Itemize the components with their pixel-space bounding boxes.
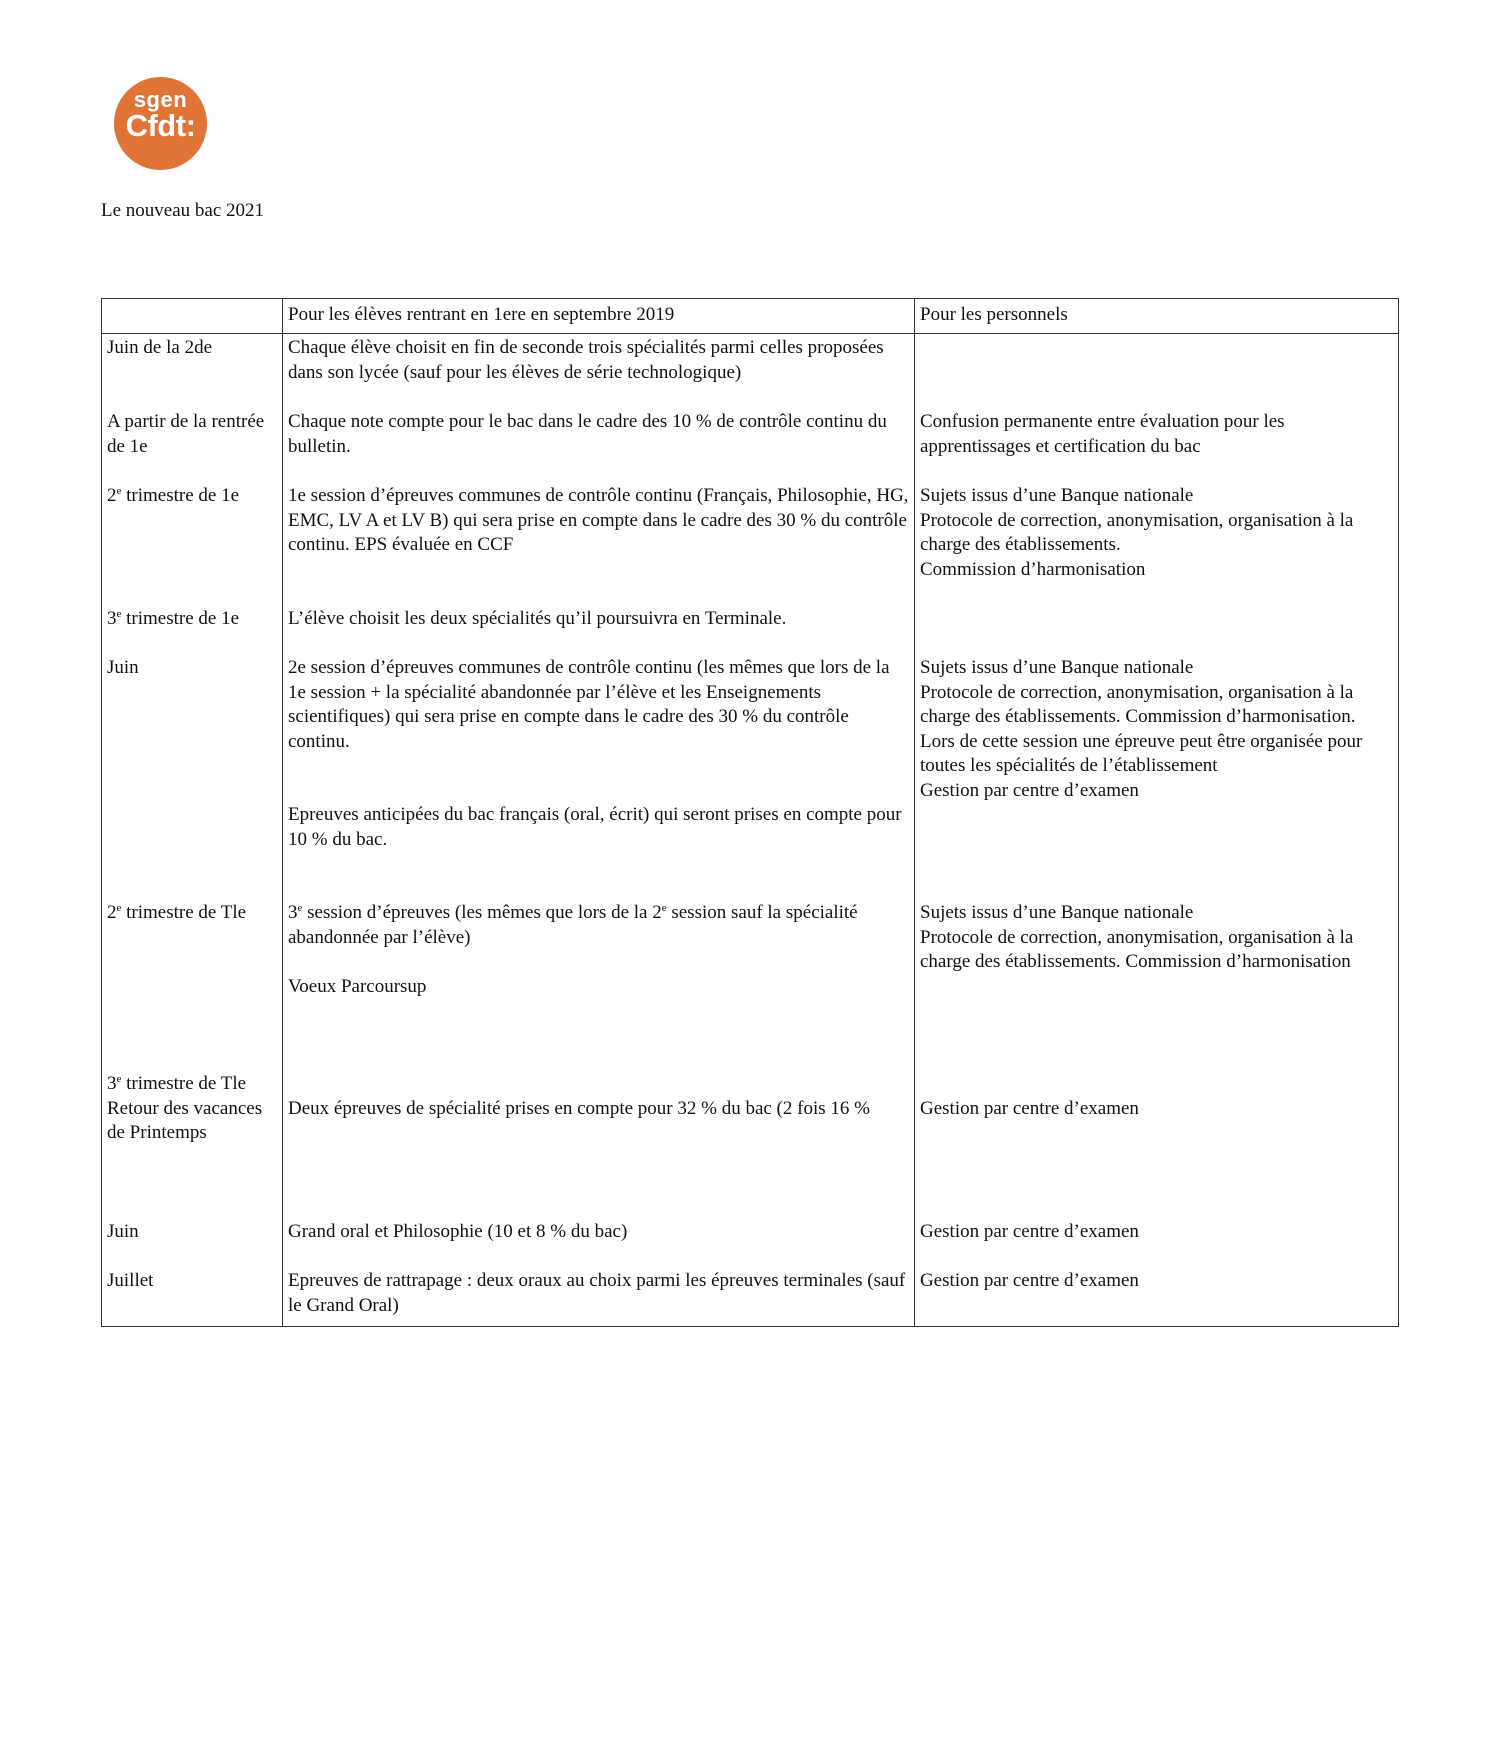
- period-juin-tle: Juin: [107, 1221, 139, 1242]
- period-juillet: Juillet: [107, 1270, 154, 1291]
- period-t2-tle: 2e trimestre de Tle: [107, 902, 247, 923]
- eleves-rentree-1e: Chaque note compte pour le bac dans le cadre des 10 % de contrôle continu du bulletin.: [288, 411, 887, 457]
- personnels-t3-tle: Gestion par centre d’examen: [920, 1098, 1139, 1119]
- eleves-column: [283, 334, 915, 1327]
- logo-line2: Cfdt:: [125, 108, 196, 143]
- eleves-t2-1e: 1e session d’épreuves communes de contrôle continu (Français, Philosophie, HG, EMC, LV A et LV B) qui sera prise en compte dans le cadre des 30 % du contrôle continu. EPS évaluée en CCF: [288, 485, 909, 555]
- personnels-juin-1e: Sujets issus d’une Banque nationale Protocole de correction, anonymisation, organisation à la charge des établissements. Commission d’harmonisation. Lors de cette session une épreuve peut être organisée pour toutes les spécialités de l’établissement Gestion par centre d’examen: [920, 657, 1363, 801]
- period-juin-2de: Juin de la 2de: [107, 337, 213, 358]
- header-cell-period: [102, 299, 283, 334]
- eleves-t2-tle-parcoursup: Voeux Parcoursup: [288, 976, 427, 997]
- header-cell-eleves: Pour les élèves rentrant en 1ere en septembre 2019: [283, 299, 915, 334]
- period-t2-1e: 2e trimestre de 1e: [107, 485, 240, 506]
- period-rentree-1e: A partir de la rentrée de 1e: [107, 411, 265, 457]
- eleves-juin-1e: 2e session d’épreuves communes de contrôle continu (les mêmes que lors de la 1e session + la spécialité abandonnée par l’élève et les Enseignements scientifiques) qui sera prise en compte dans le cadre des 30 % du contrôle continu.: [288, 657, 890, 752]
- table-header-row: [102, 299, 1399, 334]
- eleves-juin-1e-anticipees: Epreuves anticipées du bac français (oral, écrit) qui seront prises en compte pour 10 % du bac.: [288, 804, 902, 850]
- period-juin-1e: Juin: [107, 657, 139, 678]
- personnels-t2-tle: Sujets issus d’une Banque nationale Protocole de correction, anonymisation, organisation à la charge des établissements. Commission d’harmonisation: [920, 902, 1354, 972]
- personnels-juin-tle: Gestion par centre d’examen: [920, 1221, 1139, 1242]
- eleves-t3-1e: L’élève choisit les deux spécialités qu’il poursuivra en Terminale.: [288, 608, 787, 629]
- header-cell-personnels: Pour les personnels: [915, 299, 1399, 334]
- eleves-juillet: Epreuves de rattrapage : deux oraux au choix parmi les épreuves terminales (sauf le Grand Oral): [288, 1270, 906, 1316]
- period-column: [102, 334, 283, 1327]
- eleves-juin-2de: Chaque élève choisit en fin de seconde trois spécialités parmi celles proposées dans son lycée (sauf pour les élèves de série technologique): [288, 337, 884, 383]
- period-t3-tle: 3e trimestre de Tle Retour des vacances de Printemps: [107, 1073, 263, 1143]
- eleves-t3-tle: Deux épreuves de spécialité prises en compte pour 32 % du bac (2 fois 16 %: [288, 1098, 870, 1119]
- personnels-rentree-1e: Confusion permanente entre évaluation pour les apprentissages et certification du bac: [920, 411, 1285, 457]
- eleves-juin-tle: Grand oral et Philosophie (10 et 8 % du bac): [288, 1221, 628, 1242]
- personnels-juillet: Gestion par centre d’examen: [920, 1270, 1139, 1291]
- personnels-t2-1e: Sujets issus d’une Banque nationale Protocole de correction, anonymisation, organisation à la charge des établissements. Commission d’harmonisation: [920, 485, 1354, 580]
- logo-line1: sgen: [133, 87, 188, 112]
- sgen-cfdt-logo: [114, 77, 207, 170]
- period-t3-1e: 3e trimestre de 1e: [107, 608, 240, 629]
- personnels-column: [915, 334, 1399, 1327]
- table-body-row: [102, 334, 1399, 1327]
- eleves-t2-tle: 3e session d’épreuves (les mêmes que lors de la 2e session sauf la spécialité abandonnée par l’élève): [288, 902, 858, 948]
- document-title: Le nouveau bac 2021: [101, 200, 265, 221]
- schedule-table: [101, 298, 1399, 1327]
